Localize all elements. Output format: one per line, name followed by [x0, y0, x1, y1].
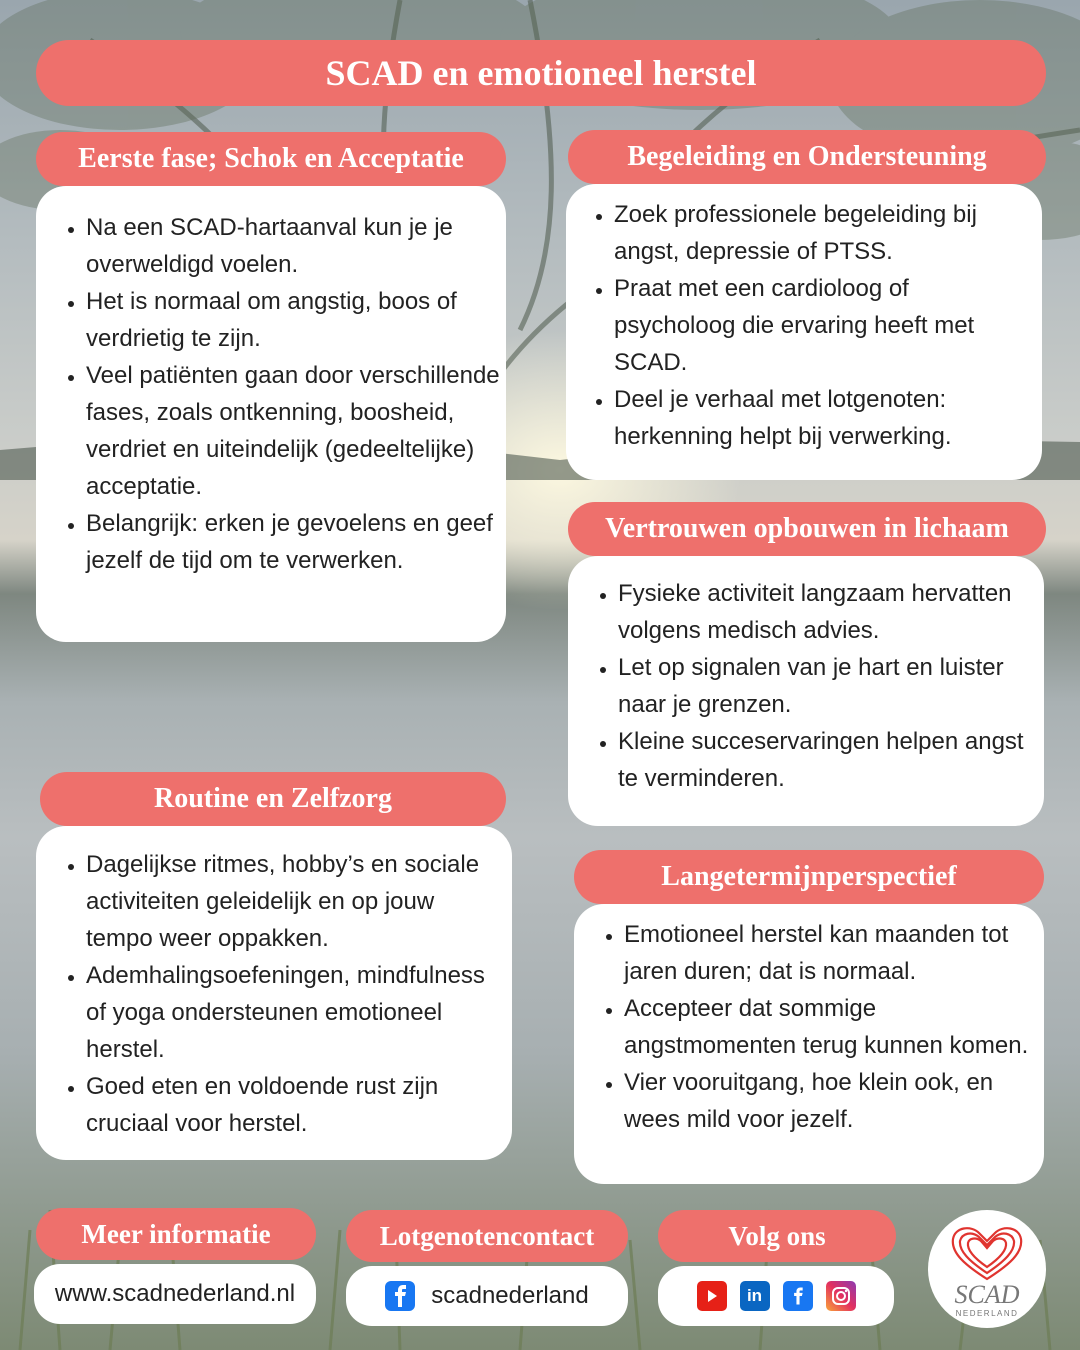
heading-routine: Routine en Zelfzorg	[40, 772, 506, 826]
card-langetermijn	[574, 904, 1044, 1184]
list-item: • Zoek professionele begeleiding bij angst, depressie of PTSS.	[614, 196, 1032, 270]
list-langetermijn	[574, 916, 1044, 1138]
list-item: • Accepteer dat sommige angstmomenten terug kunnen komen.	[624, 990, 1032, 1064]
list-item: • Goed eten en voldoende rust zijn cruciaal voor herstel.	[86, 1068, 500, 1142]
list-item: • Dagelijkse ritmes, hobby’s en sociale activiteiten geleidelijk en op jouw tempo weer oppakken.	[86, 846, 500, 957]
facebook-group-link[interactable]	[346, 1266, 628, 1326]
list-eerste-fase	[36, 209, 506, 579]
list-item: • Vier vooruitgang, hoe klein ook, en wees mild voor jezelf.	[624, 1064, 1032, 1138]
logo-text: SCAD	[954, 1280, 1020, 1309]
heading-vertrouwen: Vertrouwen opbouwen in lichaam	[568, 502, 1046, 556]
list-item: • Let op signalen van je hart en luister naar je grenzen.	[618, 649, 1040, 723]
list-item: • Praat met een cardioloog of psycholoog die ervaring heeft met SCAD.	[614, 270, 1032, 381]
social-links	[658, 1266, 894, 1326]
list-routine	[36, 846, 512, 1142]
list-item: • Kleine succeservaringen helpen angst te verminderen.	[618, 723, 1040, 797]
card-eerste-fase	[36, 186, 506, 642]
page-title: SCAD en emotioneel herstel	[36, 40, 1046, 106]
list-item: • Het is normaal om angstig, boos of verdrietig te zijn.	[86, 283, 506, 357]
list-item: • Ademhalingsoefeningen, mindfulness of yoga ondersteunen emotioneel herstel.	[86, 957, 500, 1068]
card-vertrouwen	[568, 556, 1044, 826]
list-item: • Na een SCAD-hartaanval kun je je overweldigd voelen.	[86, 209, 506, 283]
heading-eerste-fase: Eerste fase; Schok en Acceptatie	[36, 132, 506, 186]
heading-lotgenotencontact: Lotgenotencontact	[346, 1210, 628, 1262]
card-routine	[36, 826, 512, 1160]
logo-subtext: NEDERLAND	[955, 1309, 1019, 1318]
youtube-icon[interactable]	[697, 1281, 727, 1311]
scad-nederland-logo	[928, 1210, 1046, 1328]
website-link[interactable]: www.scadnederland.nl	[34, 1264, 316, 1324]
heading-volg-ons: Volg ons	[658, 1210, 896, 1262]
list-item: • Belangrijk: erken je gevoelens en geef jezelf de tijd om te verwerken.	[86, 505, 506, 579]
heading-meer-informatie: Meer informatie	[36, 1208, 316, 1260]
facebook-icon[interactable]	[783, 1281, 813, 1311]
card-begeleiding	[566, 184, 1042, 480]
list-item: • Deel je verhaal met lotgenoten: herkenning helpt bij verwerking.	[614, 381, 1032, 455]
list-begeleiding	[566, 196, 1042, 455]
list-item: • Veel patiënten gaan door verschillende fases, zoals ontkenning, boosheid, verdriet en uiteindelijk (gedeeltelijke) acceptatie.	[86, 357, 506, 505]
facebook-group-name: scadnederland	[431, 1282, 589, 1309]
list-item: • Fysieke activiteit langzaam hervatten volgens medisch advies.	[618, 575, 1040, 649]
list-vertrouwen	[568, 575, 1044, 797]
list-item: • Emotioneel herstel kan maanden tot jaren duren; dat is normaal.	[624, 916, 1032, 990]
heart-icon	[935, 1217, 1039, 1321]
heading-begeleiding: Begeleiding en Ondersteuning	[568, 130, 1046, 184]
facebook-icon	[385, 1281, 415, 1311]
linkedin-icon[interactable]: in	[740, 1281, 770, 1311]
heading-langetermijn: Langetermijnperspectief	[574, 850, 1044, 904]
instagram-icon[interactable]	[826, 1281, 856, 1311]
